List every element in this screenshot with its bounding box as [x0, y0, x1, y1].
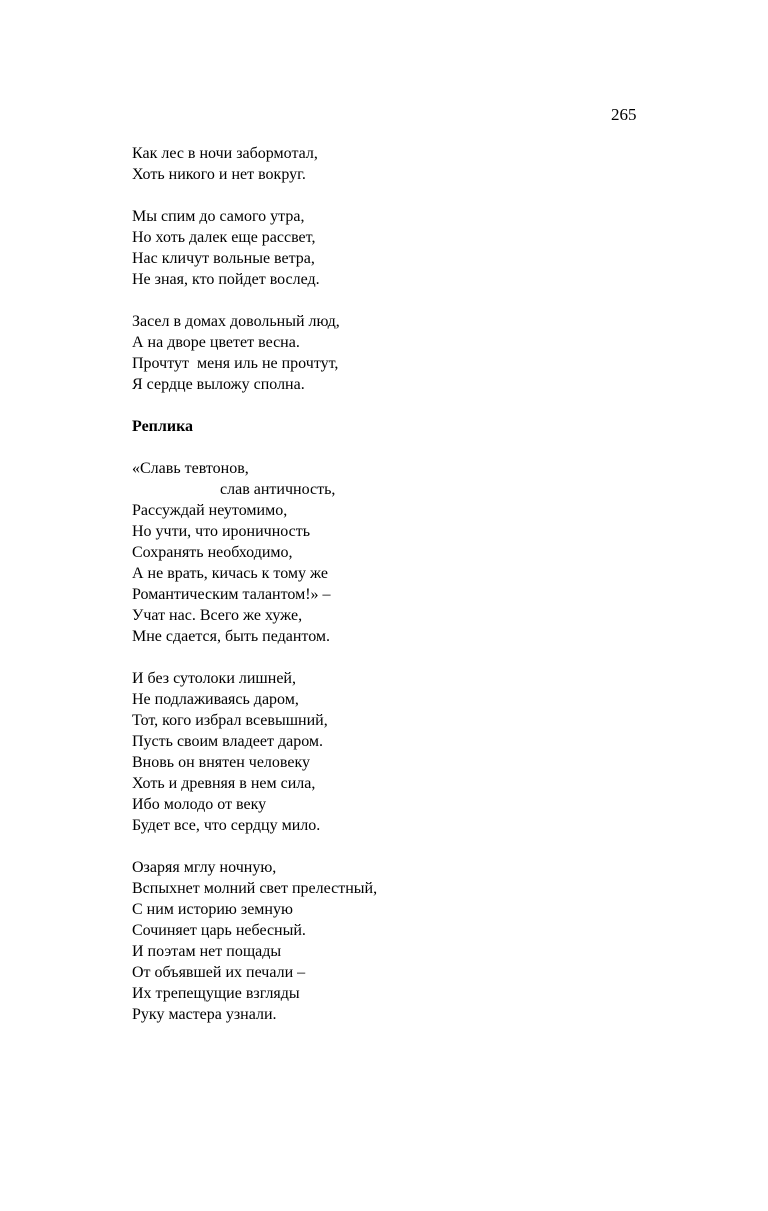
poem-line: Сохранять необходимо, [132, 544, 293, 561]
poem-line: Не зная, кто пойдет вослед. [132, 271, 320, 288]
stanza-gap [132, 836, 692, 857]
poem-line: Хоть никого и нет вокруг. [132, 166, 306, 183]
poem-line: А на дворе цветет весна. [132, 334, 300, 351]
poem-line: Нас кличут вольные ветра, [132, 250, 315, 267]
stanza-gap [132, 437, 692, 458]
poem-line: Вновь он внятен человеку [132, 754, 311, 771]
poem-line: Будет все, что сердцу мило. [132, 817, 321, 834]
poem-line: С ним историю земную [132, 901, 293, 918]
poem-line: слав античность, [220, 481, 336, 498]
poem-line: Как лес в ночи забормотал, [132, 145, 318, 162]
poem-line: Тот, кого избрал всевышний, [132, 712, 328, 729]
stanza [132, 458, 692, 647]
stanza [132, 668, 692, 836]
poem-line: Не подлаживаясь даром, [132, 691, 299, 708]
poem-line: Хоть и древняя в нем сила, [132, 775, 316, 792]
poem-line: Засел в домах довольный люд, [132, 313, 340, 330]
poem-line: А не врать, кичась к тому же [132, 565, 328, 582]
poem-line: Озаряя мглу ночную, [132, 859, 277, 876]
poem-line: И поэтам нет пощады [132, 943, 282, 960]
poem-line: Пусть своим владеет даром. [132, 733, 324, 750]
poem-line: Ибо молодо от веку [132, 796, 267, 813]
poem-line: Мы спим до самого утра, [132, 208, 305, 225]
poem-line: Сочиняет царь небесный. [132, 922, 306, 939]
stanza-gap [132, 185, 692, 206]
stanza [132, 857, 692, 1025]
poem-line: Романтическим талантом!» – [132, 586, 331, 603]
poem-line: Их трепещущие взгляды [132, 985, 300, 1002]
poem-line: Вспыхнет молний свет прелестный, [132, 880, 378, 897]
stanza-gap [132, 290, 692, 311]
stanza [132, 311, 692, 395]
poem-line: Я сердце выложу сполна. [132, 376, 305, 393]
poem-line: Руку мастера узнали. [132, 1006, 277, 1023]
stanza-gap [132, 395, 692, 416]
stanza [132, 206, 692, 290]
poem-line: Рассуждай неутомимо, [132, 502, 288, 519]
poem-line: От объявшей их печали – [132, 964, 306, 981]
poem-heading: Реплика [132, 418, 194, 435]
poem-text [132, 143, 692, 1025]
poem-line: Прочтут меня иль не прочтут, [132, 355, 339, 372]
poem-line: И без сутолоки лишней, [132, 670, 296, 687]
poem-line: Учат нас. Всего же хуже, [132, 607, 303, 624]
poem-line: «Славь тевтонов, [132, 460, 249, 477]
page-number: 265 [611, 105, 637, 124]
poem-line: Но хоть далек еще рассвет, [132, 229, 316, 246]
stanza [132, 143, 692, 185]
poem-line: Но учти, что ироничность [132, 523, 311, 540]
poem-line: Мне сдается, быть педантом. [132, 628, 331, 645]
stanza-gap [132, 647, 692, 668]
